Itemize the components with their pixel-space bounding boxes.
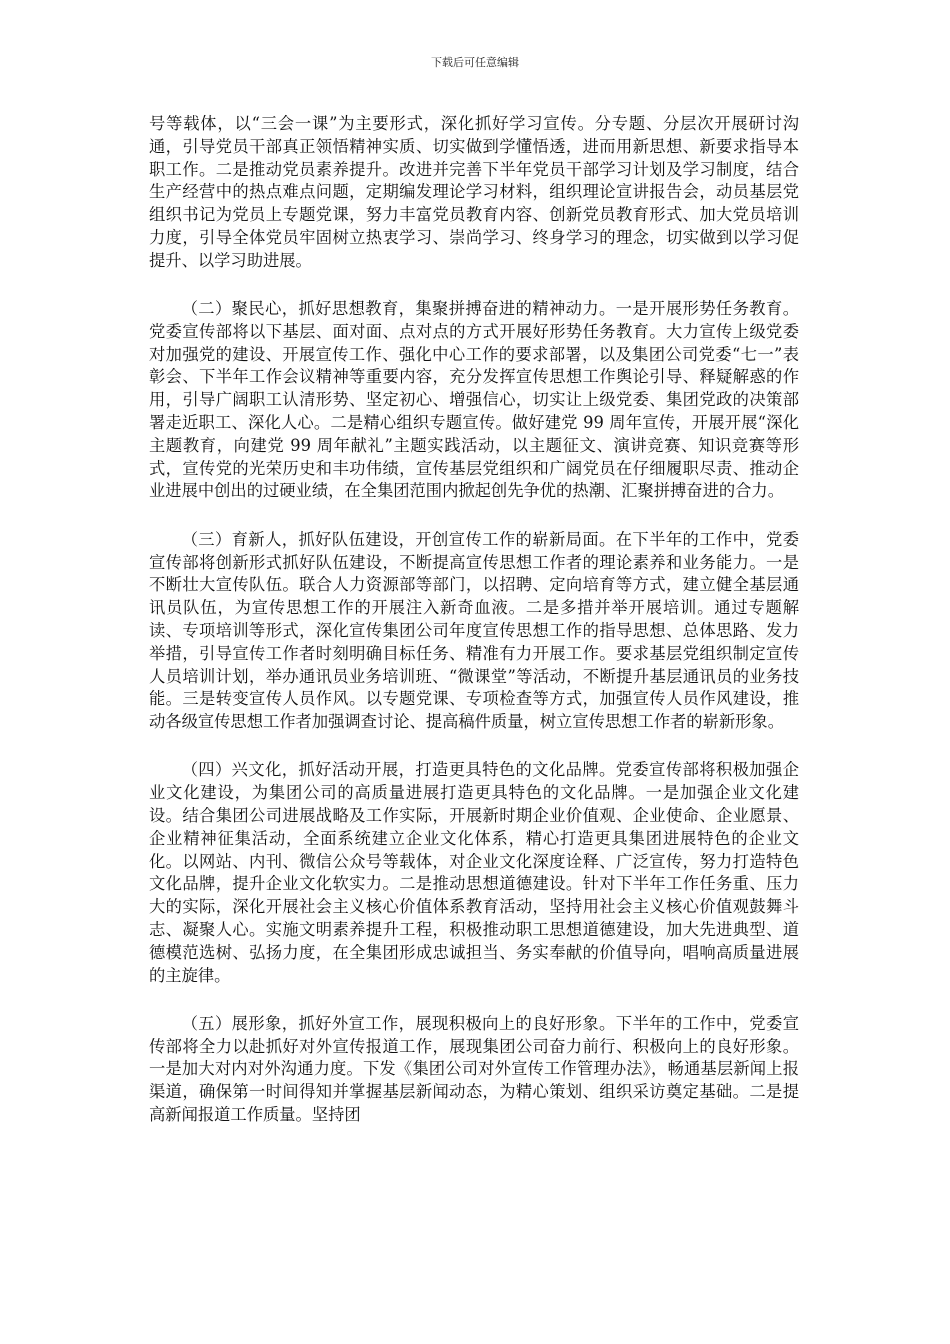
paragraph-2: （二）聚民心，抓好思想教育，集聚拼搏奋进的精神动力。一是开展形势任务教育。党委宣传部将以下基层、面对面、点对点的方式开展好形势任务教育。大力宣传上级党委对加强党的建设、开展宣传工作、强化中心工作的要求部署，以及集团公司党委“七一”表彰会、下半年工作会议精神等重要内容，充分发挥宣传思想工作舆论引导、释疑解惑的作用，引导广阔职工认清形势、坚定初心、增强信心，切实让上级党委、集团党政的决策部署走近职工、深化人心。二是精心组织专题宣传。做好建党 99 周年宣传，开展开展“深化主题教育，向建党 99 周年献礼”主题实践活动，以主题征文、演讲竞赛、知识竞赛等形式，宣传党的光荣历史和丰功伟绩，宣传基层党组织和广阔党员在仔细履职尽责、推动企业进展中创出的过硬业绩，在全集团范围内掀起创先争优的热潮、汇聚拼搏奋进的合力。 [149, 299, 799, 501]
paragraph-1: 号等载体，以“三会一课”为主要形式，深化抓好学习宣传。分专题、分层次开展研讨沟通，引导党员干部真正领悟精神实质、切实做到学懂悟透，进而用新思想、新要求指导本职工作。二是推动党员素养提升。改进并完善下半年党员干部学习计划及学习制度，结合生产经营中的热点难点问题，定期编发理论学习材料，组织理论宣讲报告会，动员基层党组织书记为党员上专题党课，努力丰富党员教育内容、创新党员教育形式、加大党员培训力度，引导全体党员牢固树立热衷学习、崇尚学习、终身学习的理念，切实做到以学习促提升、以学习助进展。 [149, 114, 799, 270]
paragraph-4: （四）兴文化，抓好活动开展，打造更具特色的文化品牌。党委宣传部将积极加强企业文化建设，为集团公司的高质量进展打造更具特色的文化品牌。一是加强企业文化建设。结合集团公司进展战略及工作实际，开展新时期企业价值观、企业使命、企业愿景、企业精神征集活动，全面系统建立企业文化体系，精心打造更具集团进展特色的企业文化。以网站、内刊、微信公众号等载体，对企业文化深度诠释、广泛宣传，努力打造特色文化品牌，提升企业文化软实力。二是推动思想道德建设。针对下半年工作任务重、压力大的实际，深化开展社会主义核心价值体系教育活动，坚持用社会主义核心价值观鼓舞斗志、凝聚人心。实施文明素养提升工程，积极推动职工思想道德建设，加大先进典型、道德模范选树、弘扬力度，在全集团形成忠诚担当、务实奉献的价值导向，唱响高质量进展的主旋律。 [149, 760, 799, 985]
page-header-note: 下载后可任意编辑 [431, 56, 519, 69]
document-body [149, 113, 799, 1152]
paragraph-3: （三）育新人，抓好队伍建设，开创宣传工作的崭新局面。在下半年的工作中，党委宣传部将创新形式抓好队伍建设，不断提高宣传思想工作者的理论素养和业务能力。一是不断壮大宣传队伍。联合人力资源部等部门，以招聘、定向培育等方式，建立健全基层通讯员队伍，为宣传思想工作的开展注入新奇血液。二是多措并举开展培训。通过专题解读、专项培训等形式，深化宣传集团公司年度宣传思想工作的指导思想、总体思路、发力举措，引导宣传工作者时刻明确目标任务、精准有力开展工作。要求基层党组织制定宣传人员培训计划，举办通讯员业务培训班、“微课堂”等活动，不断提升基层通讯员的业务技能。三是转变宣传人员作风。以专题党课、专项检查等方式，加强宣传人员作风建设，推动各级宣传思想工作者加强调查讨论、提高稿件质量，树立宣传思想工作者的崭新形象。 [149, 529, 799, 732]
paragraph-5: （五）展形象，抓好外宣工作，展现积极向上的良好形象。下半年的工作中，党委宣传部将全力以赴抓好对外宣传报道工作，展现集团公司奋力前行、积极向上的良好形象。一是加大对内对外沟通力度。下发《集团公司对外宣传工作管理办法》，畅通基层新闻上报渠道，确保第一时间得知并掌握基层新闻动态，为精心策划、组织采访奠定基础。二是提高新闻报道工作质量。坚持团 [149, 1013, 799, 1125]
